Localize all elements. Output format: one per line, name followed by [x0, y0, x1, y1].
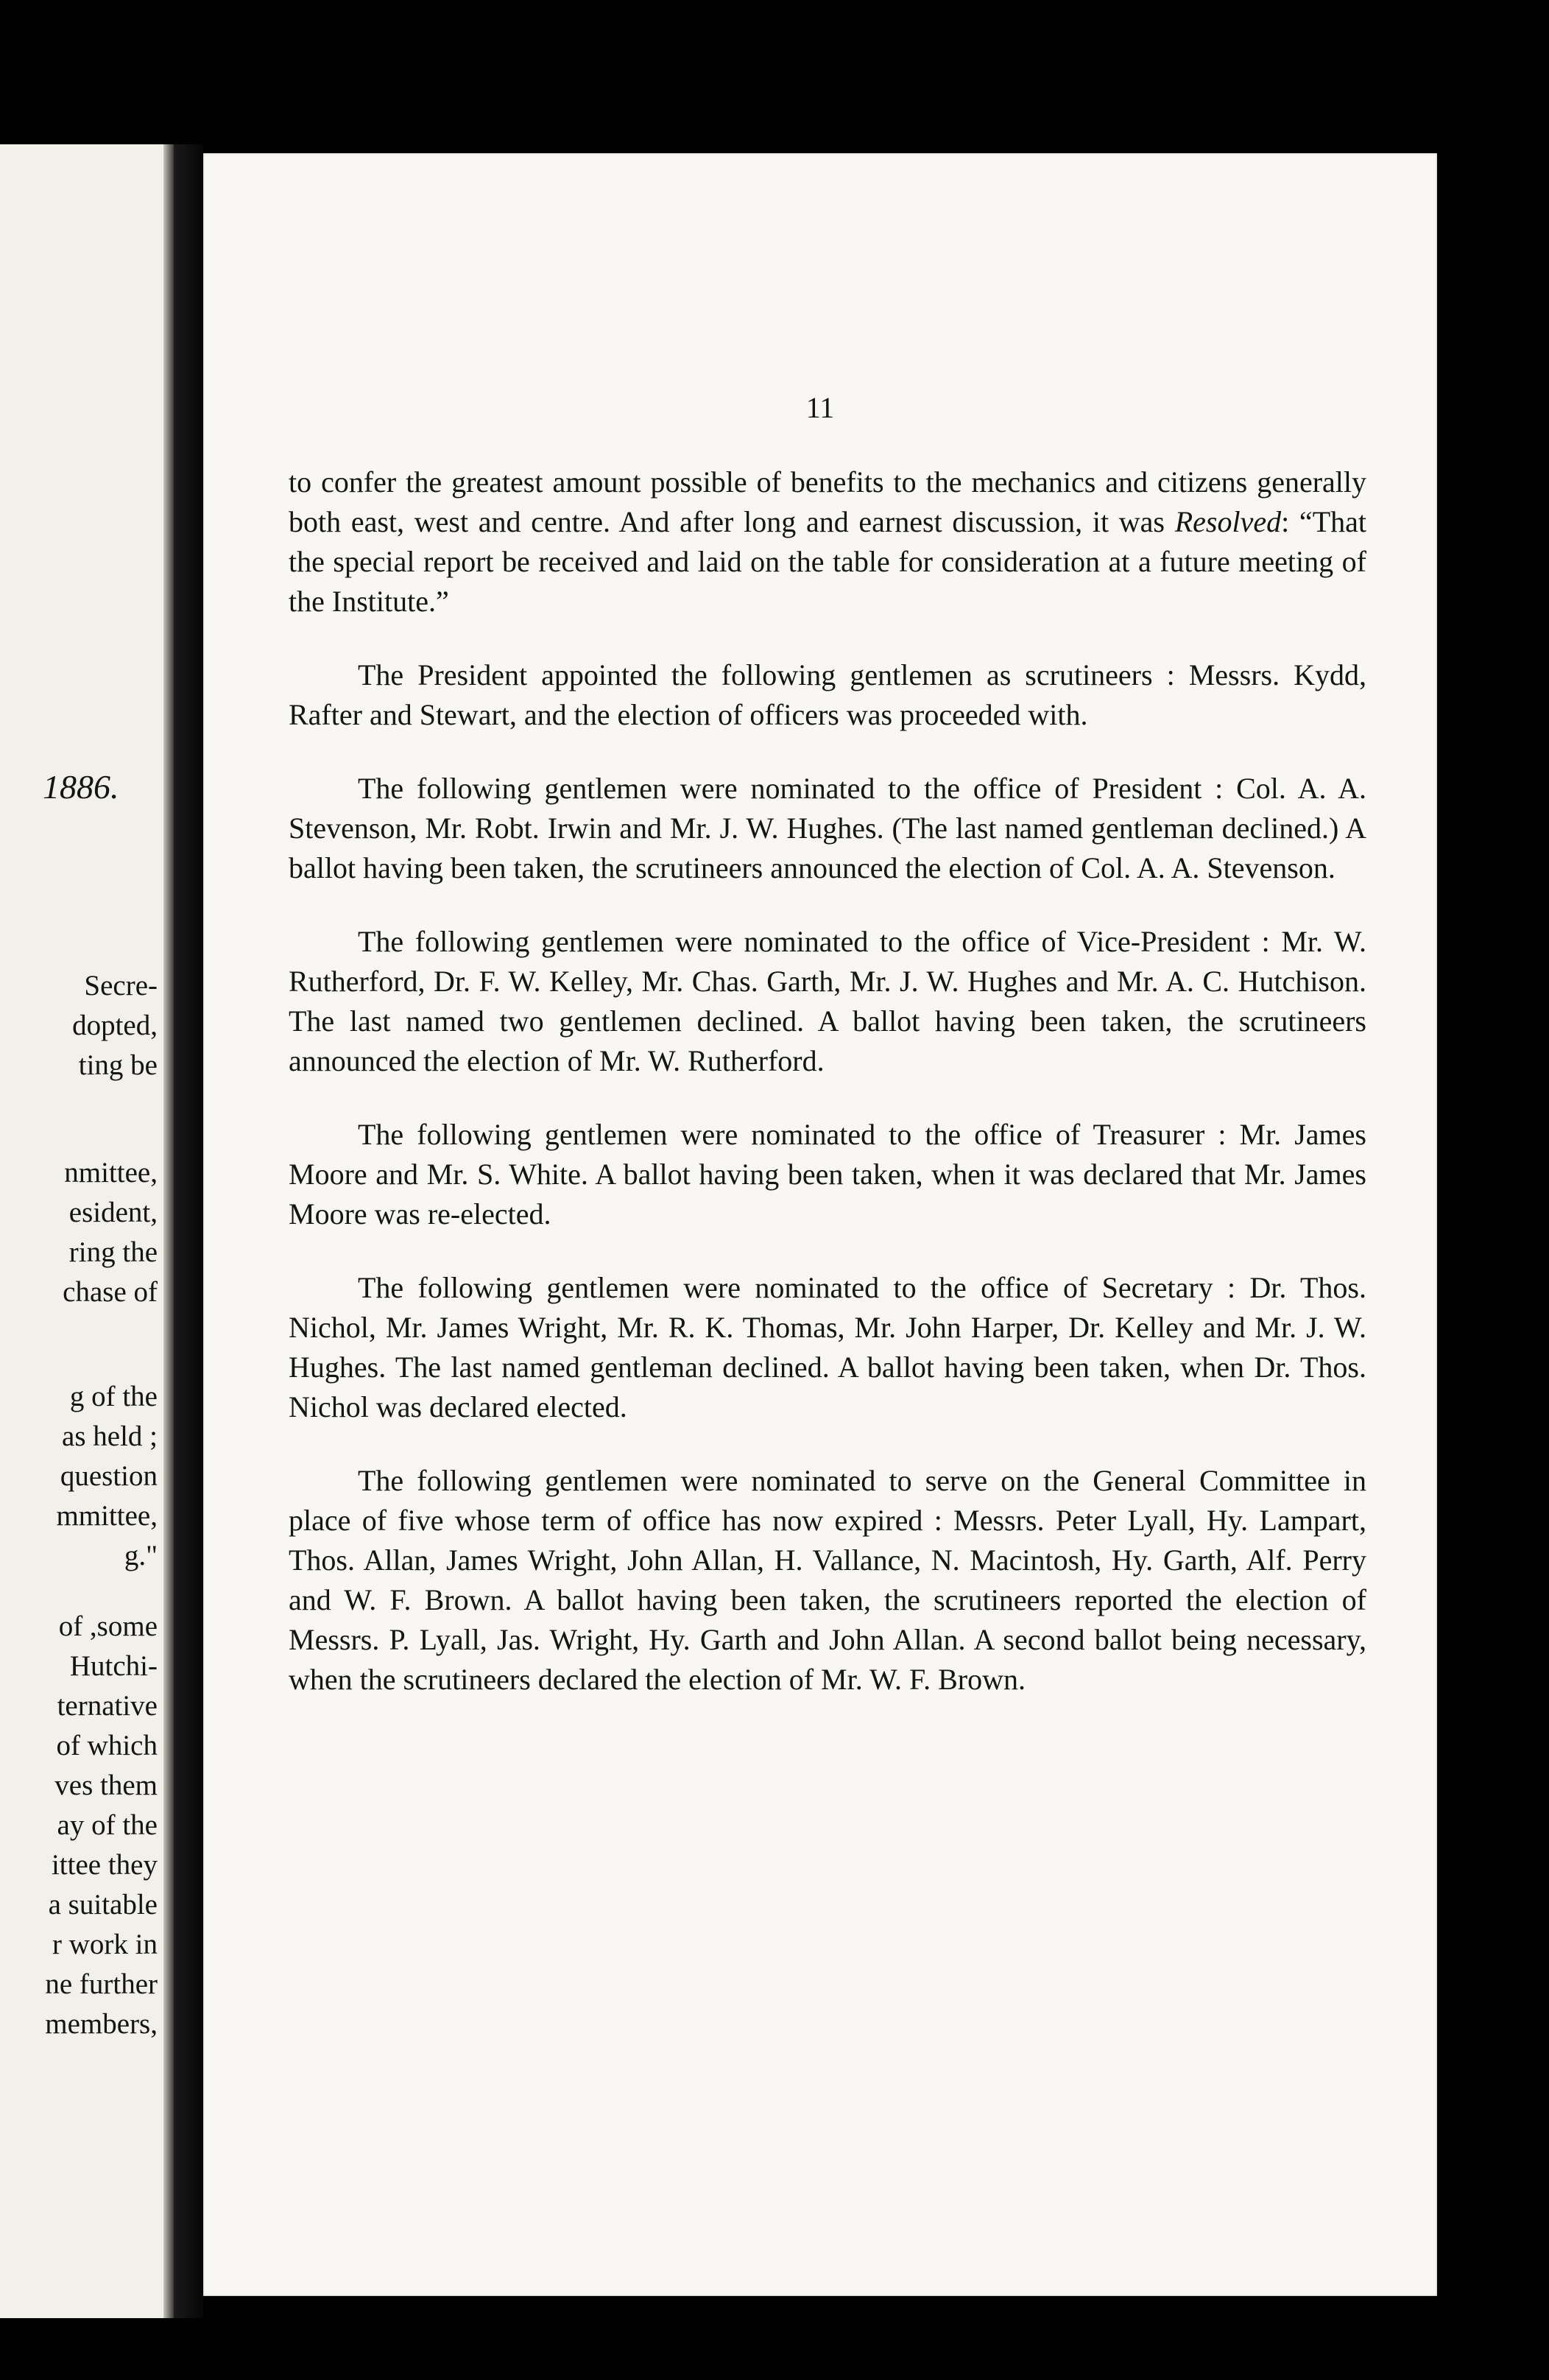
facing-page-fragment: ting be: [78, 1049, 158, 1081]
page-gutter: [163, 144, 174, 2318]
page-body: [289, 462, 1366, 1700]
facing-page-year: 1886.: [43, 768, 119, 806]
book-spine-shadow: [174, 144, 203, 2318]
paragraph-2: The President appointed the following gentlemen as scrutineers : Messrs. Kydd, Rafter and Stewart, and the election of officers was proceeded with.: [289, 658, 1366, 731]
facing-page-fragment: ves them: [54, 1770, 158, 1801]
resolved-emphasis: Resolved: [1174, 505, 1282, 538]
facing-page-fragment: ring the: [68, 1236, 158, 1268]
facing-page-fragment: question: [60, 1460, 158, 1492]
paragraph-4: The following gentlemen were nominated to the office of Vice-President : Mr. W. Rutherford, Dr. F. W. Kelley, Mr. Chas. Garth, Mr. J. W. Hughes and Mr. A. C. Hutchison. The last named two gentlemen declined. A ballot having been taken, the scrutineers announced the election of Mr. W. Rutherford.: [289, 925, 1366, 1077]
facing-page-fragment: members,: [45, 2008, 158, 2040]
facing-page-fragment: mmittee,: [56, 1500, 158, 1532]
facing-page-fragment: of which: [56, 1730, 158, 1761]
facing-page-fragment: Hutchi-: [69, 1650, 158, 1682]
document-page: [203, 153, 1437, 2296]
facing-page-fragment: ne further: [45, 1968, 158, 2000]
facing-page-fragment: g of the: [69, 1381, 158, 1412]
facing-page-fragment: Secre-: [84, 970, 158, 1001]
facing-page-fragment: esident,: [68, 1197, 158, 1228]
paragraph-5: The following gentlemen were nominated to the office of Treasurer : Mr. James Moore and Mr. S. White. A ballot having been taken, when it was declared that Mr. James Moore was re-elected.: [289, 1118, 1366, 1231]
facing-page-fragment: chase of: [63, 1276, 158, 1308]
facing-page-fragment: a suitable: [48, 1889, 158, 1920]
paragraph-6: The following gentlemen were nominated to the office of Secretary : Dr. Thos. Nichol, Mr. James Wright, Mr. R. K. Thomas, Mr. John Harper, Dr. Kelley and Mr. J. W. Hughes. The last named gentleman declined. A ballot having been taken, when Dr. Thos. Nichol was declared elected.: [289, 1271, 1366, 1423]
facing-page-fragment: nmittee,: [64, 1157, 158, 1189]
paragraph-7: The following gentlemen were nominated to serve on the General Committee in place of five whose term of office has now expired : Messrs. Peter Lyall, Hy. Lampart, Thos. Allan, James Wright, John Allan, H. Vallance, N. Macintosh, Hy. Garth, Alf. Perry and W. F. Brown. A ballot having been taken, the scrutineers reported the election of Messrs. P. Lyall, Jas. Wright, Hy. Garth and John Allan. A second ballot being necessary, when the scrutineers declared the election of Mr. W. F. Brown.: [289, 1464, 1366, 1696]
paragraph-1: to confer the greatest amount possible of benefits to the mechanics and citizens generally both east, west and centre. And after long and earnest discussion, it was Resolved: “That the special report be received and laid on the table for consideration at a future meeting of the Institute.”: [289, 465, 1366, 618]
facing-page-fragment: ittee they: [51, 1849, 158, 1881]
facing-page-fragment: dopted,: [72, 1010, 158, 1041]
facing-page-fragment: ay of the: [57, 1809, 158, 1841]
facing-page-fragment: g.": [124, 1540, 158, 1571]
facing-page-left: [0, 144, 174, 2318]
facing-page-fragment: as held ;: [62, 1420, 158, 1452]
page-number: 11: [805, 391, 835, 424]
paragraph-3: The following gentlemen were nominated to the office of President : Col. A. A. Stevenson, Mr. Robt. Irwin and Mr. J. W. Hughes. (The last named gentleman declined.) A ballot having been taken, the scrutineers announced the election of Col. A. A. Stevenson.: [289, 772, 1366, 884]
facing-page-fragment: ternative: [57, 1690, 158, 1722]
facing-page-fragment: r work in: [52, 1929, 158, 1960]
facing-page-fragment: of ,some: [58, 1610, 158, 1642]
